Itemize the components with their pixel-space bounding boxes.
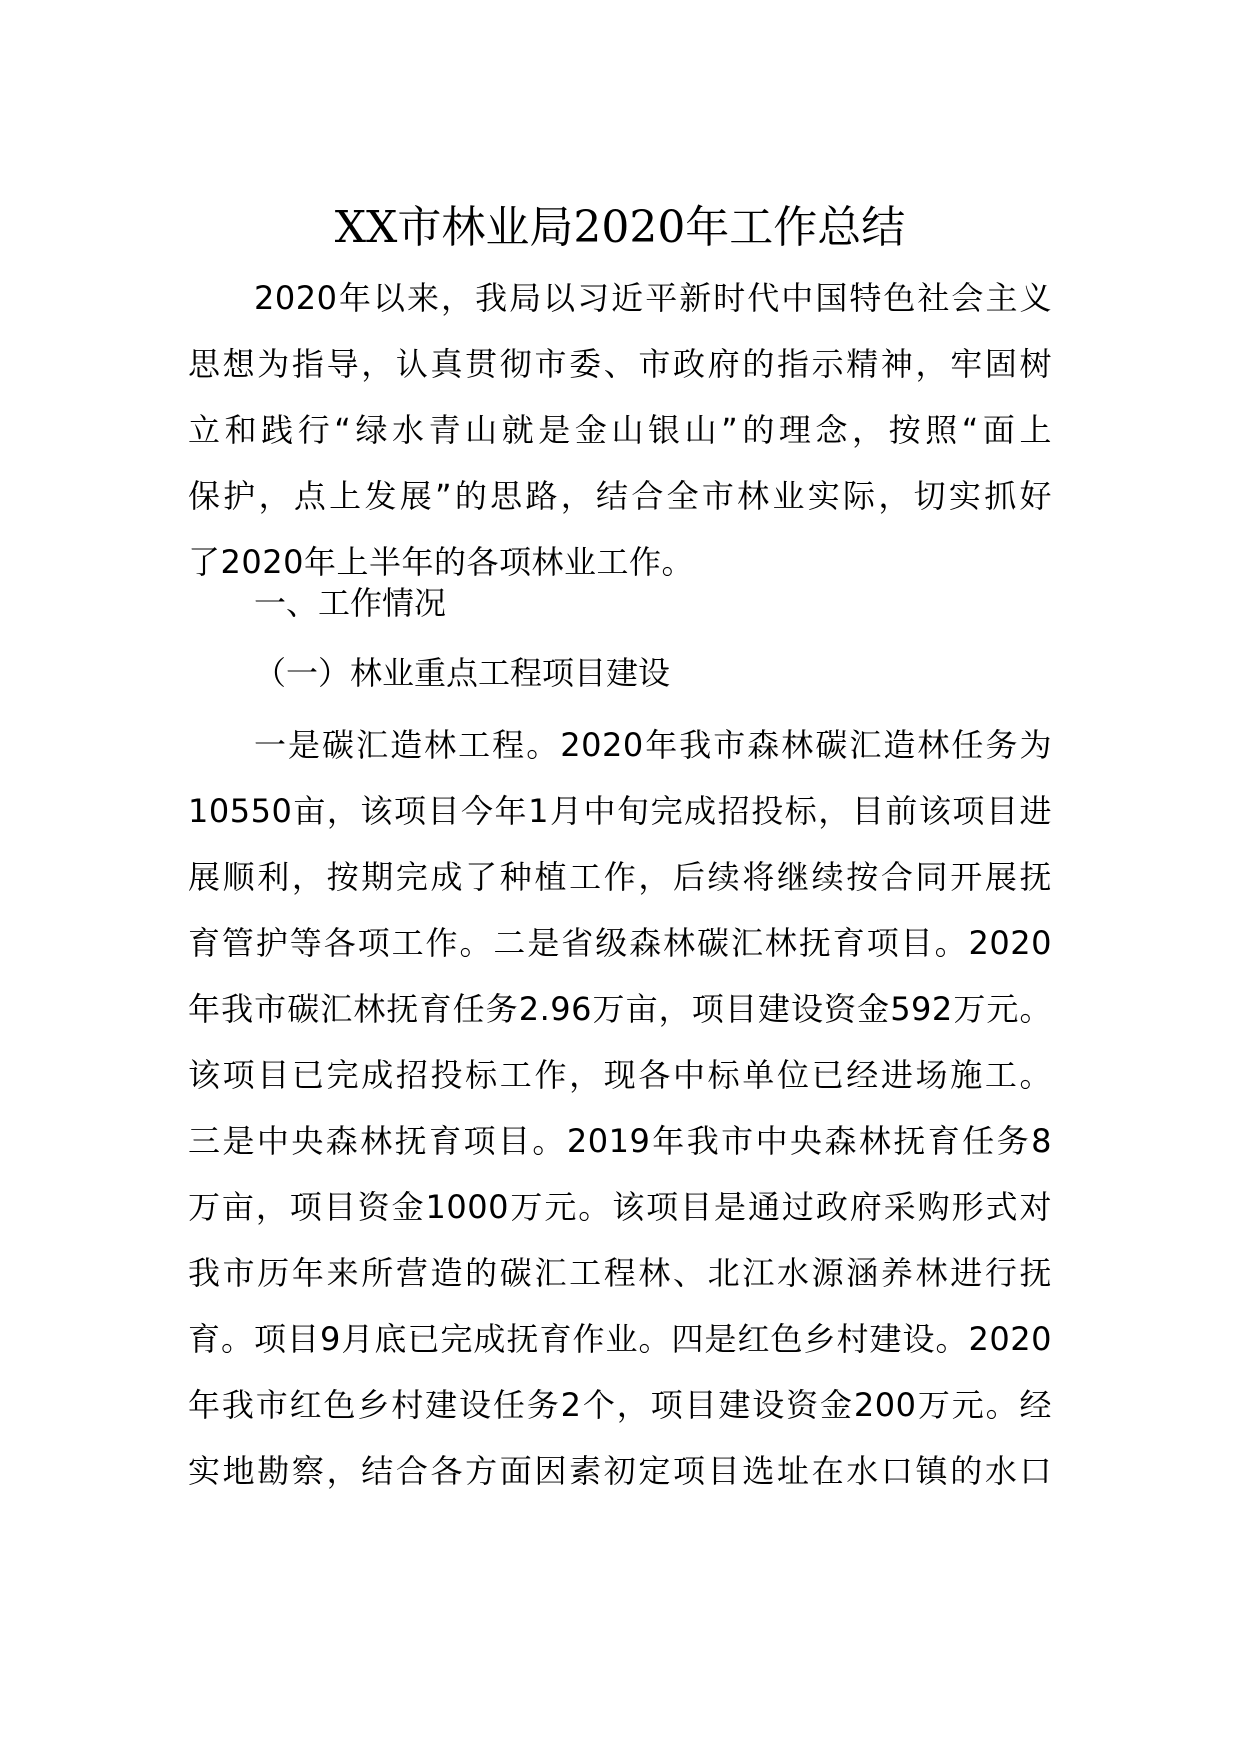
- paragraph-line: 一是碳汇造林工程。2020年我市森林碳汇造林任务为: [254, 726, 1052, 764]
- paragraph-line: 立和践行“绿水青山就是金山银山”的理念，按照“面上: [188, 411, 1052, 449]
- paragraph-line: 该项目已完成招投标工作，现各中标单位已经进场施工。: [188, 1056, 1052, 1094]
- paragraph-line: 万亩，项目资金1000万元。该项目是通过政府采购形式对: [188, 1188, 1052, 1226]
- paragraph-line: 10550亩，该项目今年1月中旬完成招投标，目前该项目进: [188, 792, 1052, 830]
- paragraph-line: 年我市碳汇林抚育任务2.96万亩，项目建设资金592万元。: [188, 990, 1052, 1028]
- paragraph-line: 思想为指导，认真贯彻市委、市政府的指示精神，牢固树: [188, 345, 1052, 383]
- section-heading: 一、工作情况: [254, 584, 447, 622]
- paragraph-line: 了2020年上半年的各项林业工作。: [188, 543, 694, 581]
- paragraph-line: 年我市红色乡村建设任务2个，项目建设资金200万元。经: [188, 1386, 1052, 1424]
- paragraph-line: 育。项目9月底已完成抚育作业。四是红色乡村建设。2020: [188, 1320, 1052, 1358]
- paragraph-line: 育管护等各项工作。二是省级森林碳汇林抚育项目。2020: [188, 924, 1052, 962]
- intro-paragraph: [188, 265, 1052, 595]
- paragraph-line: 保护，点上发展”的思路，结合全市林业实际，切实抓好: [188, 477, 1052, 515]
- paragraph-line: 实地勘察，结合各方面因素初定项目选址在水口镇的水口: [188, 1452, 1052, 1490]
- paragraph-line: 2020年以来，我局以习近平新时代中国特色社会主义: [254, 279, 1052, 317]
- subsection-heading: （一）林业重点工程项目建设: [254, 654, 671, 692]
- paragraph-line: 三是中央森林抚育项目。2019年我市中央森林抚育任务8: [188, 1122, 1052, 1160]
- paragraph-line: 我市历年来所营造的碳汇工程林、北江水源涵养林进行抚: [188, 1254, 1052, 1292]
- paragraph-line: 展顺利，按期完成了种植工作，后续将继续按合同开展抚: [188, 858, 1052, 896]
- document-title: XX市林业局2020年工作总结: [334, 202, 906, 253]
- body-paragraph: [188, 712, 1052, 1504]
